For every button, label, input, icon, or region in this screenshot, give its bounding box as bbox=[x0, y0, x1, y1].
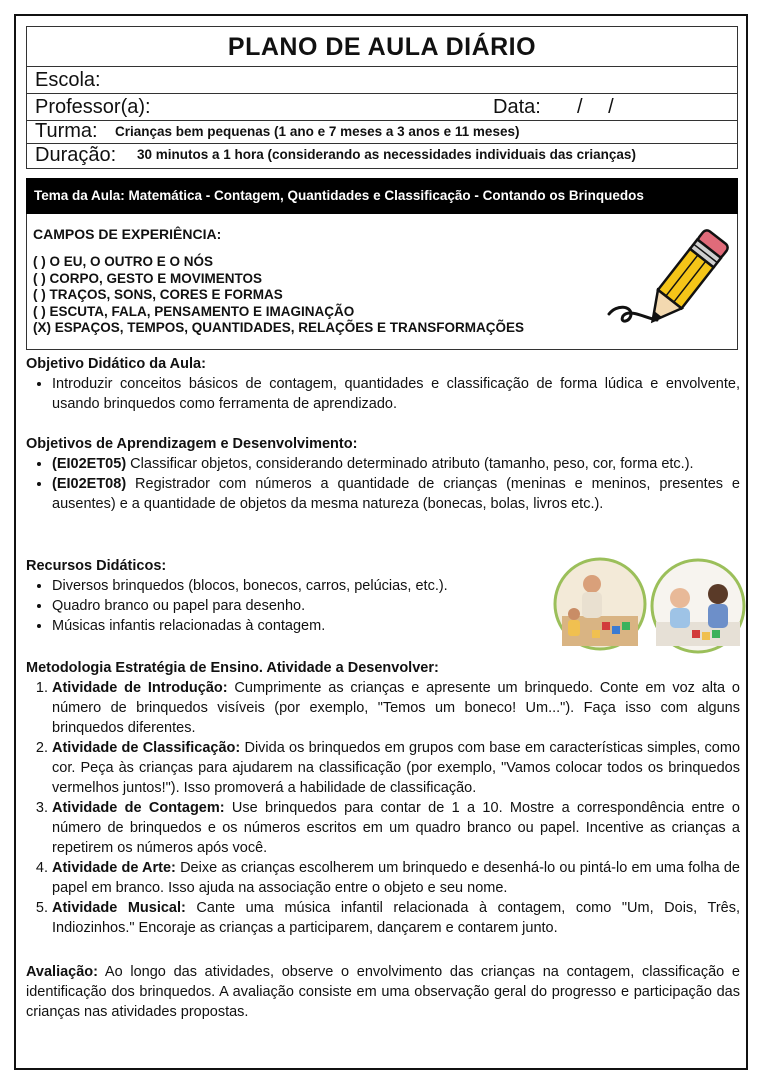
duracao-row bbox=[27, 144, 737, 168]
activity-head: Atividade de Arte: bbox=[52, 860, 176, 876]
activity-item bbox=[52, 798, 740, 858]
list-item: • Músicas infantis relacionadas à contagem. bbox=[52, 616, 546, 636]
escola-row bbox=[27, 67, 737, 94]
campos-box bbox=[26, 214, 738, 350]
list-item bbox=[52, 474, 740, 514]
campo-item: (X) ESPAÇOS, TEMPOS, QUANTIDADES, RELAÇÕES E TRANSFORMAÇÕES bbox=[33, 320, 525, 336]
item-text: Classificar objetos, considerando determinado atributo (tamanho, peso, cor, forma etc.). bbox=[126, 456, 694, 472]
activity-head: Atividade de Contagem: bbox=[52, 800, 225, 816]
tema-banner: Tema da Aula: Matemática - Contagem, Quantidades e Classificação - Contando os Brinquedos bbox=[26, 178, 738, 214]
section-title: Recursos Didáticos: bbox=[26, 558, 167, 574]
page-title: PLANO DE AULA DIÁRIO bbox=[27, 27, 737, 67]
campo-item: ( ) O EU, O OUTRO E O NÓS bbox=[33, 254, 214, 269]
metodologia-section bbox=[26, 658, 740, 938]
list-item bbox=[52, 454, 740, 474]
activity-item bbox=[52, 858, 740, 898]
activity-text: Deixe as crianças escolherem um brinquedo e desenhá-lo ou pintá-lo em uma folha de papel em branco. Isso ajuda na associação entre o objeto e seu nome. bbox=[52, 860, 740, 896]
list-item: • Introduzir conceitos básicos de contagem, quantidades e classificação de forma lúdica e envolvente, usando brinquedos como ferramenta de aprendizado. bbox=[52, 374, 740, 414]
campo-item: ( ) ESCUTA, FALA, PENSAMENTO E IMAGINAÇÃO bbox=[33, 303, 355, 319]
avaliacao-section bbox=[26, 962, 740, 1022]
objetivos-aprendizagem-section bbox=[26, 434, 740, 514]
campo-item: ( ) TRAÇOS, SONS, CORES E FORMAS bbox=[33, 287, 283, 303]
turma-label: Turma: bbox=[35, 120, 98, 142]
activity-head: Atividade de Classificação: bbox=[52, 740, 241, 756]
item-text: Registrador com números a quantidade de crianças (meninas e meninos, presentes e ausentes) e a quantidade de objetos da mesma natureza (bonecas, bolas, livros etc.). bbox=[52, 476, 740, 512]
activity-text: Divida os brinquedos em grupos com base em características simples, como cor. Peça às crianças para ajudarem na classificação (por exemplo, "Vamos colocar todos os brinquedos vermelhos juntos!"). Isso promoverá a habilidade de classificação. bbox=[52, 740, 741, 796]
duracao-label: Duração: bbox=[35, 144, 117, 166]
activity-item bbox=[52, 678, 740, 738]
avaliacao-text: Ao longo das atividades, observe o envolvimento das crianças na contagem, classificação e identificação dos brinquedos. A avaliação consiste em uma observação geral do progresso e participação das crianças nas atividades propostas. bbox=[26, 964, 740, 1020]
list-item: • Diversos brinquedos (blocos, bonecos, carros, pelúcias, etc.). bbox=[52, 576, 546, 596]
escola-label: Escola: bbox=[35, 69, 101, 91]
campos-list bbox=[33, 254, 524, 337]
list-item: • Quadro branco ou papel para desenho. bbox=[52, 596, 546, 616]
section-title: Objetivos de Aprendizagem e Desenvolvimento: bbox=[26, 436, 358, 452]
lesson-plan-page bbox=[14, 14, 748, 1070]
activity-text: Use brinquedos para contar de 1 a 10. Mostre a correspondência entre o número de brinquedos e os números escritos em um quadro branco ou papel. Incentive as crianças a repetirem os números após você. bbox=[52, 800, 740, 856]
pencil-icon bbox=[605, 222, 729, 338]
turma-value: Crianças bem pequenas (1 ano e 7 meses a 3 anos e 11 meses) bbox=[115, 124, 520, 139]
bncc-code: (EI02ET08) bbox=[52, 476, 127, 492]
children-photo bbox=[552, 556, 748, 656]
header-box bbox=[26, 26, 738, 169]
professor-label: Professor(a): bbox=[35, 96, 151, 118]
data-label: Data: bbox=[493, 96, 541, 118]
activity-text: Cumprimente as crianças e apresente um brinquedo. Conte em voz alta o número de brinquedos visíveis (por exemplo, "Temos um boneco! Um..."). Faça isso com alguns brinquedos diferentes. bbox=[52, 680, 740, 736]
bncc-code: (EI02ET05) bbox=[52, 456, 127, 472]
activity-head: Atividade Musical: bbox=[52, 900, 186, 916]
recursos-section bbox=[26, 556, 546, 636]
data-value: / / bbox=[577, 96, 614, 118]
section-title: Objetivo Didático da Aula: bbox=[26, 356, 206, 372]
objetivo-didatico-section bbox=[26, 354, 740, 414]
activity-text: Cante uma música infantil relacionada à contagem, como "Um, Dois, Três, Indiozinhos." Encoraje as crianças a participarem, dançarem e contarem junto. bbox=[52, 900, 740, 936]
professor-row bbox=[27, 94, 737, 121]
duracao-value: 30 minutos a 1 hora (considerando as necessidades individuais das crianças) bbox=[137, 147, 636, 162]
section-title: Metodologia Estratégia de Ensino. Atividade a Desenvolver: bbox=[26, 660, 439, 676]
activity-item bbox=[52, 738, 740, 798]
campos-title: CAMPOS DE EXPERIÊNCIA: bbox=[33, 226, 222, 242]
campo-item: ( ) CORPO, GESTO E MOVIMENTOS bbox=[33, 270, 263, 286]
turma-row bbox=[27, 121, 737, 144]
avaliacao-head: Avaliação: bbox=[26, 964, 98, 980]
activity-item bbox=[52, 898, 740, 938]
activity-head: Atividade de Introdução: bbox=[52, 680, 228, 696]
